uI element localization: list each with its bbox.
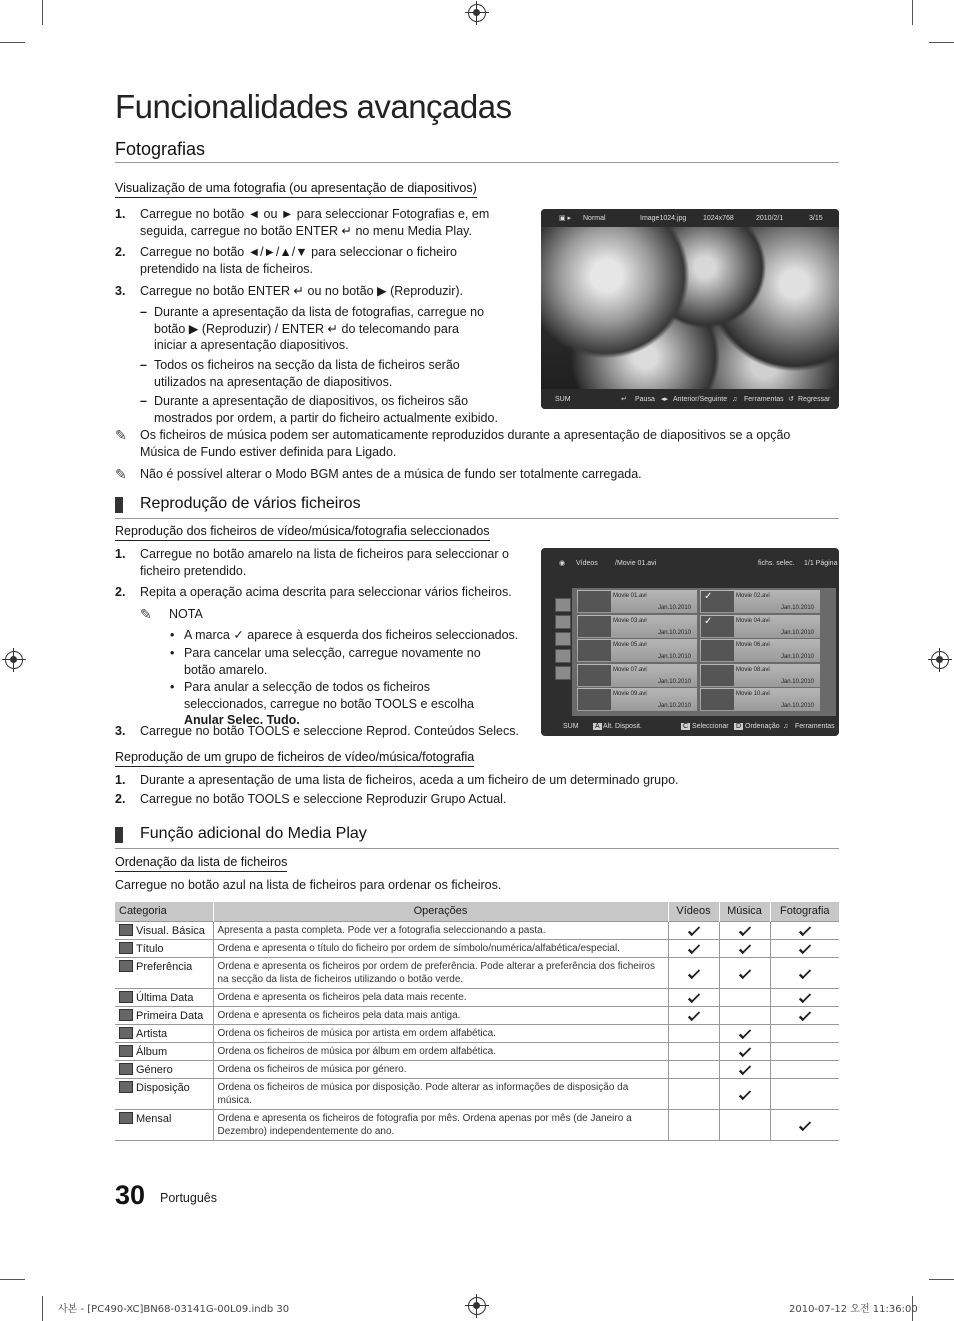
section-bar	[115, 497, 123, 513]
sort-table	[115, 902, 839, 1141]
footer-date: 2010-07-12 오전 11:36:00	[789, 1304, 918, 1315]
category-label: Mensal	[136, 1112, 172, 1125]
enter-icon: ↵	[621, 396, 627, 403]
table-row	[115, 1078, 839, 1109]
operation-description: Ordena e apresenta o título do ficheiro por ordem de símbolo/numérica/alfabética/especial.	[213, 939, 668, 957]
video-thumbnail	[701, 665, 734, 686]
registration-mark-icon	[468, 4, 486, 22]
video-thumbnail	[701, 689, 734, 710]
video-file-item[interactable]: Movie 07.avi Jan.10.2010	[577, 664, 697, 687]
crop-mark	[0, 1279, 25, 1280]
sidebar-item-latest-date[interactable]	[555, 632, 571, 646]
video-thumbnail: ✓	[701, 591, 734, 612]
category-label: Título	[136, 942, 164, 955]
operation-description: Ordena os ficheiros de música por disposição. Pode alterar as informações de disposição da música.	[213, 1078, 668, 1109]
operation-description: Ordena os ficheiros de música por género.	[213, 1060, 668, 1078]
operation-description: Ordena os ficheiros de música por artista em ordem alfabética.	[213, 1024, 668, 1042]
tools-icon: ♫	[783, 722, 789, 730]
category-icon	[119, 991, 133, 1003]
checkmark-icon	[738, 924, 750, 936]
table-row	[115, 1060, 839, 1078]
video-thumbnail	[578, 591, 611, 612]
crop-mark	[42, 0, 43, 25]
category-icon	[119, 924, 133, 936]
registration-mark-icon	[5, 651, 23, 669]
operation-description: Ordena e apresenta os ficheiros de fotografia por mês. Ordena apenas por mês (de Janeiro a Dezembro) independentemente do ano.	[213, 1109, 668, 1140]
table-row	[115, 1109, 839, 1140]
video-file-item[interactable]: Movie 08.avi Jan.10.2010	[700, 664, 820, 687]
tools-button[interactable]: Ferramentas	[795, 722, 835, 730]
checkmark-icon	[799, 991, 811, 1003]
multi-heading: Reprodução dos ficheiros de vídeo/música/fotografia seleccionados	[115, 524, 490, 541]
checkmark-icon	[738, 942, 750, 954]
video-thumbnail	[578, 640, 611, 661]
category-icon	[119, 1027, 133, 1039]
crop-mark	[929, 42, 954, 43]
return-button[interactable]: Regressar	[798, 395, 831, 403]
page-number: 30	[115, 1180, 146, 1210]
table-row	[115, 1042, 839, 1060]
checkmark-icon	[738, 1063, 750, 1075]
video-file-item[interactable]: ✓ Movie 04.avi Jan.10.2010	[700, 615, 820, 638]
category-icon	[119, 942, 133, 954]
header-videos: Vídeos	[668, 902, 719, 921]
video-file-item[interactable]: Movie 10.avi Jan.10.2010	[700, 688, 820, 711]
header-operations: Operações	[213, 902, 668, 921]
category-label: Disposição	[136, 1081, 190, 1094]
category-label: Preferência	[136, 960, 193, 973]
category-icon	[119, 1009, 133, 1021]
checkmark-icon	[687, 991, 699, 1003]
category-label: Álbum	[136, 1045, 168, 1058]
category-label: Primeira Data	[136, 1009, 204, 1022]
crop-mark	[912, 0, 913, 25]
sidebar-item-title[interactable]	[555, 615, 571, 629]
tools-icon: ♫	[732, 395, 738, 403]
category-icon	[119, 1063, 133, 1075]
checkmark-icon	[687, 924, 699, 936]
checkmark-icon	[687, 966, 699, 978]
checkmark-icon	[738, 1045, 750, 1057]
category-icon	[119, 1112, 133, 1124]
page-language: Português	[160, 1191, 217, 1205]
sort-intro: Carregue no botão azul na lista de ficheiros para ordenar os ficheiros.	[115, 878, 502, 892]
checkmark-icon	[738, 1087, 750, 1099]
checkmark-icon	[799, 1118, 811, 1130]
sidebar-item-preference[interactable]	[555, 666, 571, 680]
sidebar-item-earliest-date[interactable]	[555, 649, 571, 663]
section-title: Fotografias	[115, 139, 206, 159]
footer-file: 사본 - [PC490-XC]BN68-03141G-00L09.indb 30	[58, 1304, 290, 1315]
table-row	[115, 921, 839, 939]
table-row	[115, 957, 839, 988]
operation-description: Ordena e apresenta os ficheiros pela data mais antiga.	[213, 1006, 668, 1024]
pause-button[interactable]: Pausa	[635, 395, 655, 403]
video-thumbnail: ✓	[701, 616, 734, 637]
group-heading: Reprodução de um grupo de ficheiros de vídeo/música/fotografia	[115, 750, 474, 767]
sum-logo: SUM	[555, 395, 571, 403]
category-label: Última Data	[136, 991, 194, 1004]
video-file-item[interactable]: ✓ Movie 02.avi Jan.10.2010	[700, 590, 820, 613]
note-pencil-icon: ✎	[140, 606, 152, 622]
c-button-icon: C	[683, 722, 689, 730]
header-category: Categoria	[115, 902, 213, 921]
header-photos: Fotografia	[770, 902, 839, 921]
checkmark-icon	[799, 942, 811, 954]
video-thumbnail	[578, 616, 611, 637]
video-thumbnail	[701, 640, 734, 661]
photo-icon: ▣ ▸	[559, 215, 572, 222]
category-icon	[119, 1045, 133, 1057]
registration-mark-icon	[468, 1297, 486, 1315]
table-row	[115, 988, 839, 1006]
prev-next-button[interactable]: Anterior/Seguinte	[673, 395, 728, 403]
checkmark-icon	[799, 966, 811, 978]
checkmark-icon	[738, 966, 750, 978]
sidebar-item-basic[interactable]	[555, 598, 571, 612]
registration-mark-icon	[931, 651, 949, 669]
sort-heading: Ordenação da lista de ficheiros	[115, 855, 287, 872]
section-divider	[115, 848, 839, 849]
select-button[interactable]: Seleccionar	[692, 722, 729, 730]
section-divider	[115, 518, 839, 519]
header-music: Música	[719, 902, 770, 921]
photo-viewer-screen: ▣ ▸ Normal Image1024.jpg 1024x768 2010/2/1 3/15 SUM ↵ Pausa ◂▸ Anterior/Seguinte ♫ Ferramentas ↺ Regressar	[541, 209, 839, 409]
table-row	[115, 939, 839, 957]
tools-button[interactable]: Ferramentas	[744, 395, 784, 403]
page-title: Funcionalidades avançadas	[115, 88, 512, 125]
checkmark-icon	[799, 924, 811, 936]
video-file-item[interactable]: Movie 01.avi Jan.10.2010	[577, 590, 697, 613]
table-row	[115, 1024, 839, 1042]
crop-mark	[0, 42, 25, 43]
section-divider	[115, 162, 839, 163]
change-device-button[interactable]: Alt. Disposit.	[603, 722, 642, 730]
video-file-item[interactable]: Movie 06.avi Jan.10.2010	[700, 639, 820, 662]
category-icon	[119, 960, 133, 972]
note-pencil-icon: ✎	[115, 466, 127, 482]
checkmark-icon	[687, 1009, 699, 1021]
crop-mark	[42, 1296, 43, 1321]
crop-mark	[929, 1279, 954, 1280]
photo-heading: Visualização de uma fotografia (ou apresentação de diapositivos)	[115, 181, 477, 198]
category-icon	[119, 1081, 133, 1093]
checkmark-icon	[738, 1027, 750, 1039]
operation-description: Ordena e apresenta os ficheiros pela data mais recente.	[213, 988, 668, 1006]
section-bar	[115, 827, 123, 843]
note-pencil-icon: ✎	[115, 427, 127, 443]
operation-description: Ordena os ficheiros de música por álbum em ordem alfabética.	[213, 1042, 668, 1060]
return-icon: ↺	[788, 396, 794, 403]
checkmark-icon	[687, 942, 699, 954]
video-file-item[interactable]: Movie 03.avi Jan.10.2010	[577, 615, 697, 638]
apples-photo	[541, 227, 839, 389]
video-browser-screen: ◉ Vídeos /Movie 01.avi fichs. selec. 1/1 Página Movie 01.avi Jan.10.2010 ✓ Movie 02.avi Jan.10.2010 Movie 03.avi Jan.10.2010 ✓ Movie 04.avi Jan.10.2010 Movie 05.avi Jan.10.2010 Movie 06.avi Jan.10.2010 Movie 07.avi Jan.10.2010 Movie 08.avi Jan.10.2010 Movie 09.avi Jan.10.2010 Movie 10.avi Jan.10.2010 SUM A Alt. Disposit. C Seleccionar D Ordenação ♫ Ferramentas	[541, 548, 839, 736]
video-thumbnail	[578, 689, 611, 710]
video-thumbnail	[578, 665, 611, 686]
category-label: Visual. Básica	[136, 924, 205, 937]
d-button-icon: D	[736, 722, 742, 730]
category-label: Artista	[136, 1027, 168, 1040]
checkmark-icon	[799, 1009, 811, 1021]
video-file-item[interactable]: Movie 05.avi Jan.10.2010	[577, 639, 697, 662]
extra-section-title: Função adicional do Media Play	[140, 825, 367, 842]
operation-description: Apresenta a pasta completa. Pode ver a fotografia seleccionando a pasta.	[213, 921, 668, 939]
video-icon: ◉	[559, 560, 566, 567]
left-right-icon: ◂▸	[661, 396, 669, 403]
a-button-icon: A	[595, 722, 600, 730]
category-label: Género	[136, 1063, 173, 1076]
operation-description: Ordena e apresenta os ficheiros por ordem de preferência. Pode alterar a preferência dos ficheiros na secção da lista de ficheiros utilizando o botão verde.	[213, 957, 668, 988]
multi-section-title: Reprodução de vários ficheiros	[140, 495, 361, 512]
sort-button[interactable]: Ordenação	[745, 722, 780, 730]
table-row	[115, 1006, 839, 1024]
video-file-item[interactable]: Movie 09.avi Jan.10.2010	[577, 688, 697, 711]
